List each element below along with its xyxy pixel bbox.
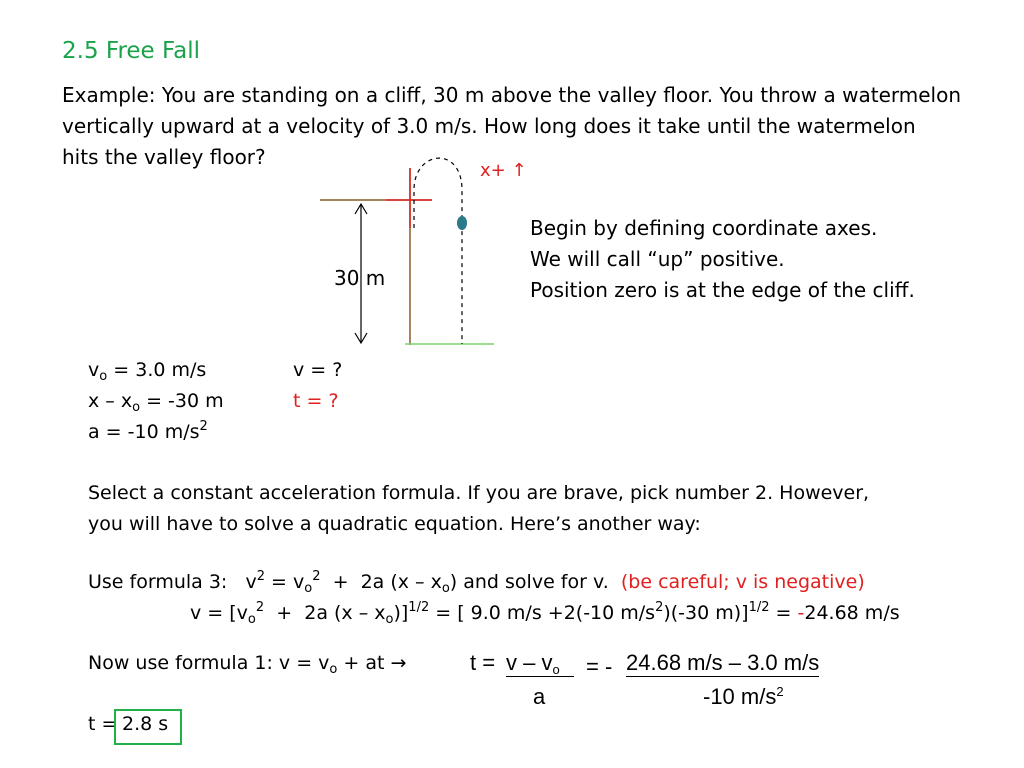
answer-label: t = [88, 713, 118, 735]
time-equation-label: t = [470, 650, 496, 675]
axes-note-line-1: Begin by defining coordinate axes. [530, 216, 878, 240]
numeric-denominator: -10 $m/s^2$ [703, 684, 784, 709]
time-equals-sign: = - [586, 654, 613, 679]
watermelon-dot [457, 216, 467, 230]
numeric-numerator: 24.68 m/s – 3.0 m/s [626, 650, 820, 675]
formula-1-line: Now use formula 1: $v = v_o$ + at → [88, 652, 407, 677]
axes-note-line-3: Position zero is at the edge of the cliff. [530, 278, 915, 302]
answer-value: 2.8 s [122, 713, 169, 735]
time-fraction-numerator: v – $v_o$ [506, 650, 574, 677]
formula-3-line: Use formula 3: $v^2 = v_o^2 + 2a$ $(x - x_o)$ and solve for v. (be careful; v is negative) [88, 569, 865, 596]
initial-velocity: $v_o = 3.0$ m/s [88, 359, 207, 384]
select-formula-text [88, 478, 869, 540]
select-line-2: you will have to solve a quadratic equation. Here’s another way: [88, 513, 701, 535]
time-fraction-denominator: a [533, 684, 546, 709]
known-values [88, 355, 224, 448]
velocity-solution-line: $v = [v_o^2 + 2a$ $(x - x_o)]^{1/2}$ = [ 9.0 m/s +2(-10 $m/s^2)(-30$ m)]$^{1/2}$ = -24.68 m/s [190, 600, 900, 627]
height-label: 30 m [334, 266, 386, 290]
problem-line-2: vertically upward at a velocity of 3.0 m/s. How long does it take until the watermelon [62, 114, 916, 138]
problem-line-1: Example: You are standing on a cliff, 30 m above the valley floor. You throw a watermelon [62, 83, 962, 107]
time-unknown: t = ? [293, 390, 339, 412]
select-line-1: Select a constant acceleration formula. If you are brave, pick number 2. However, [88, 482, 870, 504]
unknown-values [293, 355, 342, 417]
problem-line-3: hits the valley floor? [62, 145, 266, 169]
watermelon-trajectory [414, 158, 462, 344]
displacement: $x - x_o = -30$ m [88, 390, 224, 415]
axes-note [530, 213, 915, 306]
final-velocity-unknown: v = ? [293, 359, 343, 381]
acceleration: a = -10 $m/s^2$ [88, 419, 208, 443]
axes-note-line-2: We will call “up” positive. [530, 247, 785, 271]
positive-axis-label: x+ ↑ [480, 160, 527, 181]
negative-warning: (be careful; v is negative) [620, 571, 865, 593]
slide-title: 2.5 Free Fall [62, 38, 200, 64]
